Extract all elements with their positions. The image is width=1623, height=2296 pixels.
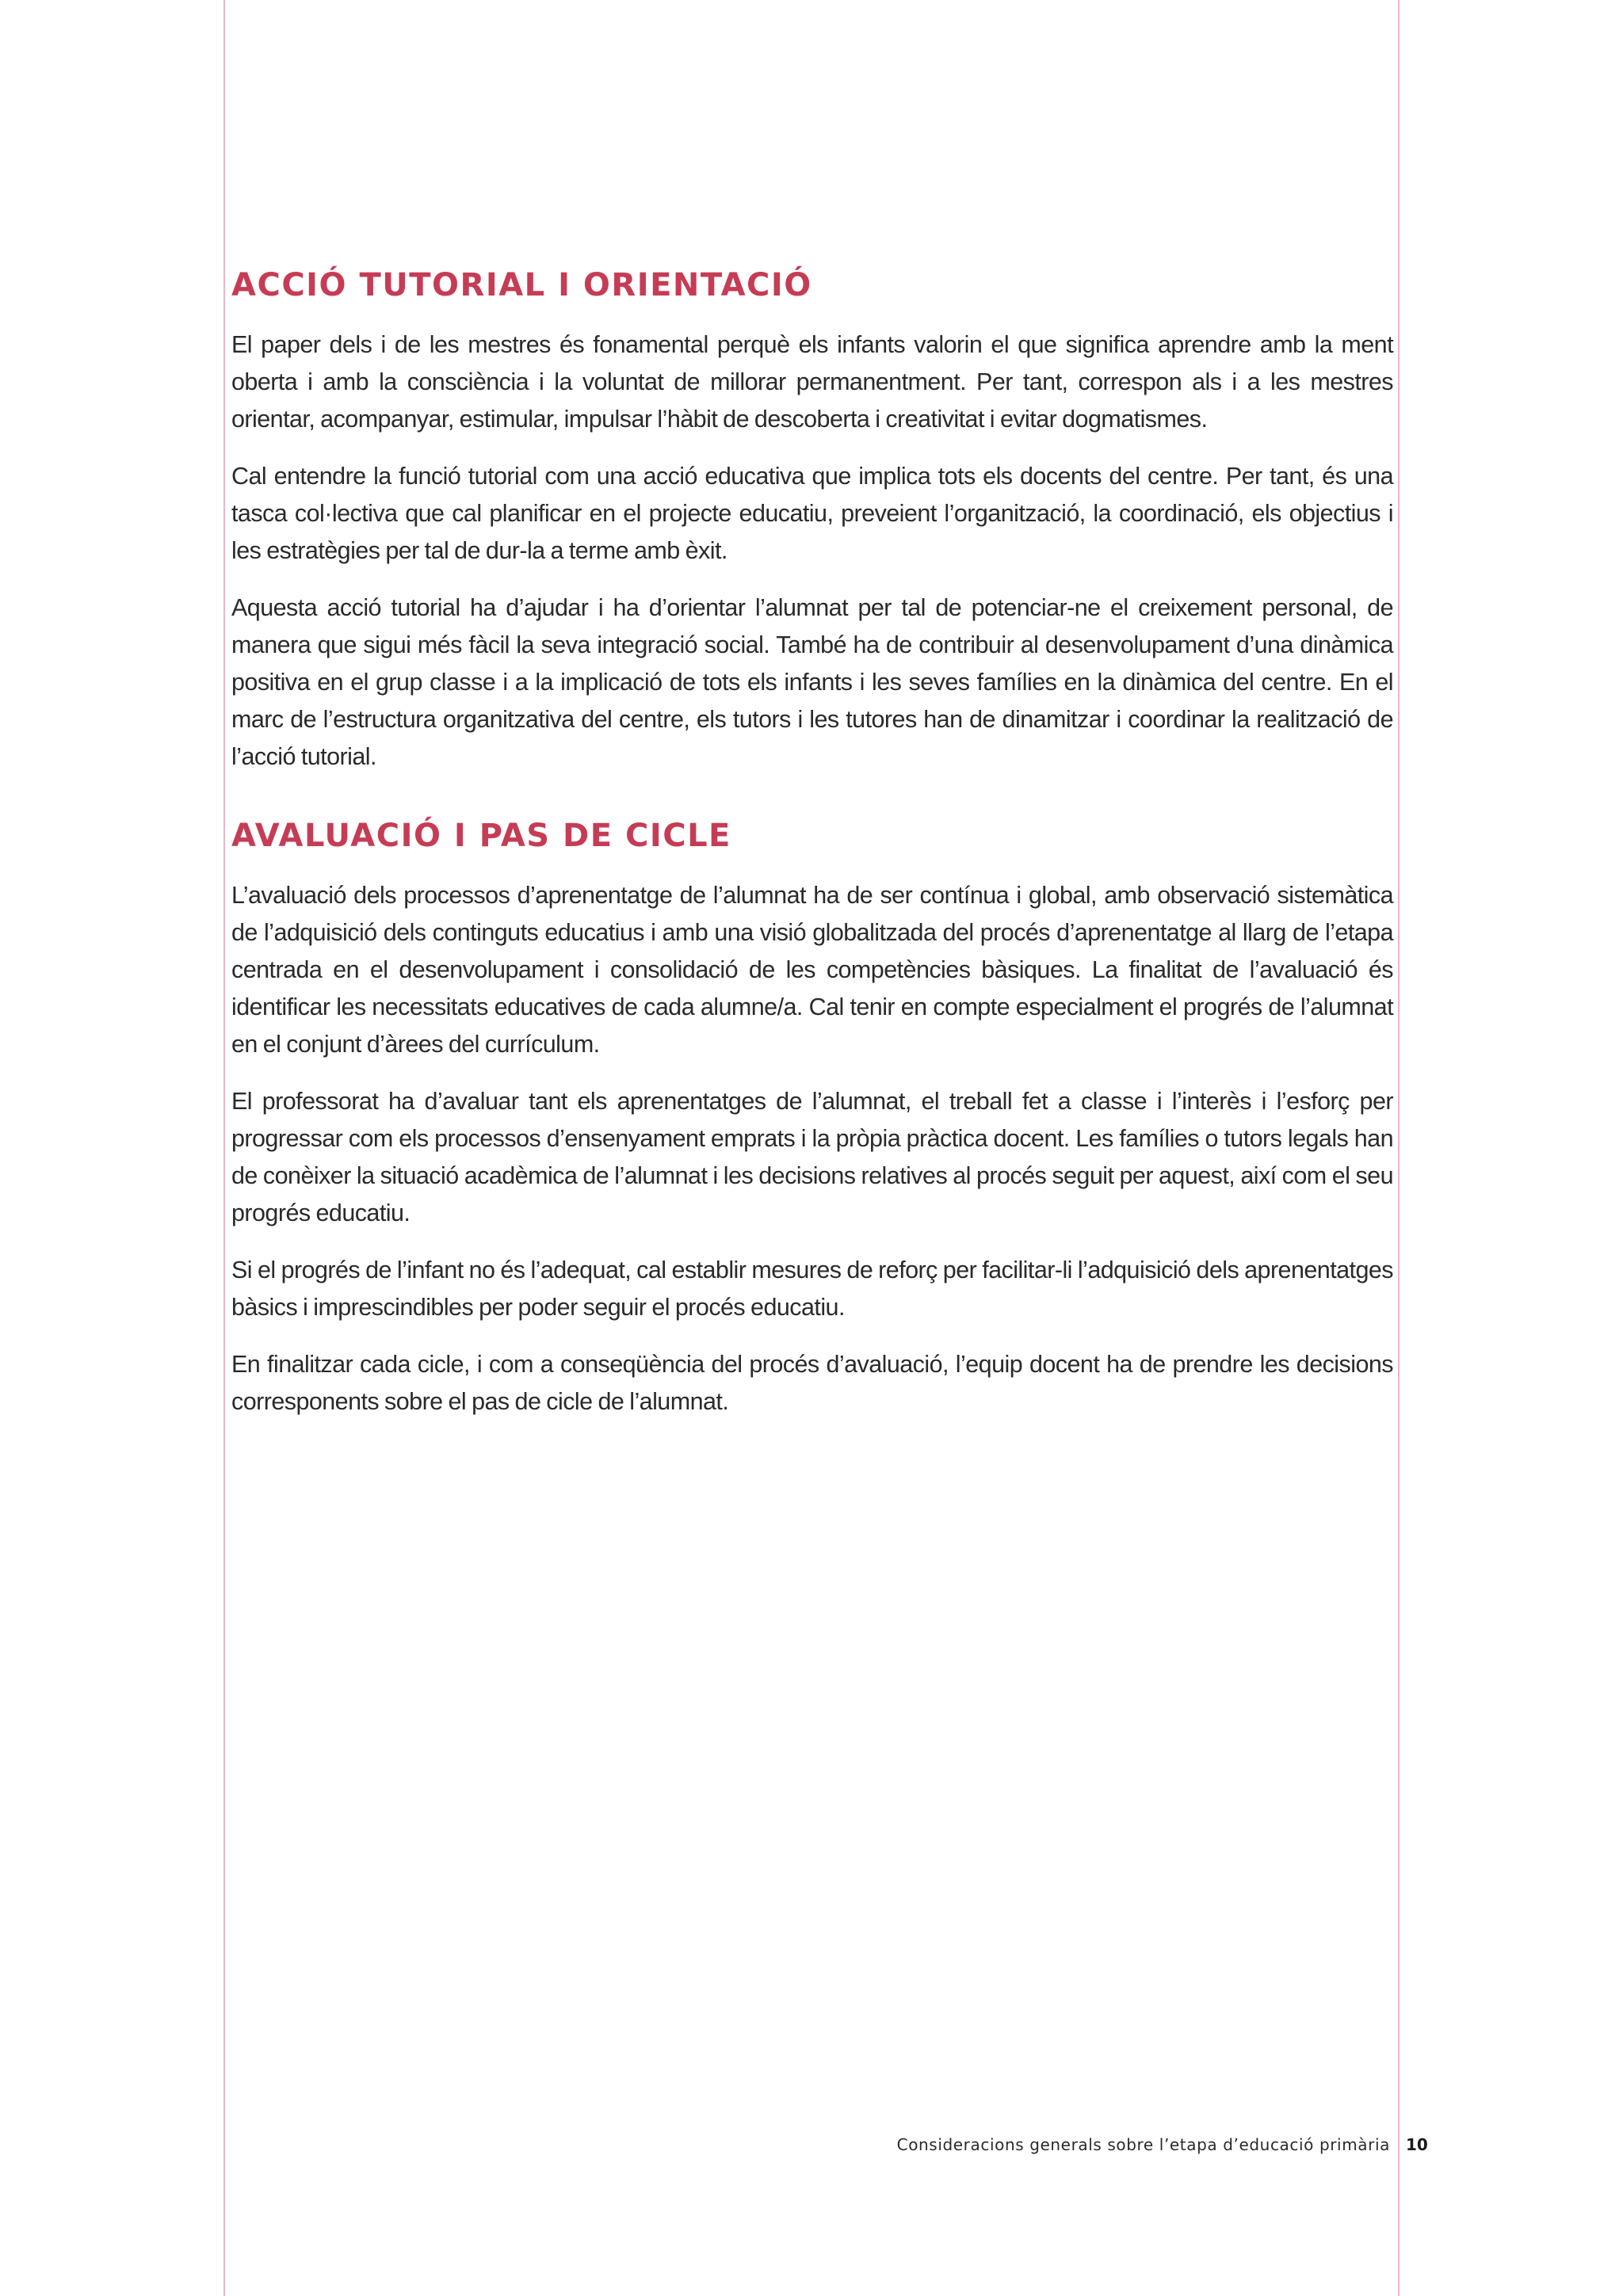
paragraph: Aquesta acció tutorial ha d’ajudar i ha d’orientar l’alumnat per tal de potenciar-ne el creixement personal, de manera que sigui més fàcil la seva integració social. També ha de contribuir al desenvolupament d’una dinàmica positiva en el grup classe i a la implicació de tots els infants i les seves famílies en la dinàmica del centre. En el marc de l’estructura organitzativa del centre, els tutors i les tutores han de dinamitzar i coordinar la realització de l’acció tutorial. [231, 594, 1393, 770]
section-title-accio-tutorial: ACCIÓ TUTORIAL I ORIENTACIÓ [231, 267, 812, 303]
paragraph: Si el progrés de l’infant no és l’adequat, cal establir mesures de reforç per facilitar-li l’adquisició dels aprenentatges bàsics i imprescindibles per poder seguir el procés educatiu. [231, 1257, 1393, 1321]
right-margin-rule [1398, 0, 1400, 2296]
paragraph: El paper dels i de les mestres és fonamental perquè els infants valorin el que significa aprendre amb la ment oberta i amb la consciència i la voluntat de millorar permanentment. Per tant, correspon als i a les mestres orientar, acompanyar, estimular, impulsar l’hàbit de descoberta i creativitat i evitar dogmatismes. [231, 331, 1393, 433]
left-margin-rule [223, 0, 225, 2296]
page-number: 10 [1406, 2135, 1428, 2154]
paragraph: Cal entendre la funció tutorial com una acció educativa que implica tots els docents del centre. Per tant, és una tasca col·lectiva que cal planificar en el projecte educatiu, preveient l’organització, la coordinació, els objectius i les estratègies per tal de dur-la a terme amb èxit. [231, 463, 1393, 564]
paragraph: El professorat ha d’avaluar tant els aprenentatges de l’alumnat, el treball fet a classe i l’interès i l’esforç per progressar com els processos d’ensenyament emprats i la pròpia pràctica docent. Les famílies o tutors legals han de conèixer la situació acadèmica de l’alumnat i les decisions relatives al procés seguit per aquest, així com el seu progrés educatiu. [231, 1088, 1393, 1226]
paragraph: En finalitzar cada cicle, i com a conseqüència del procés d’avaluació, l’equip docent ha de prendre les decisions corresponents sobre el pas de cicle de l’alumnat. [231, 1351, 1393, 1415]
page-content [231, 261, 1393, 1440]
running-footer: Consideracions generals sobre l’etapa d’educació primària [896, 2135, 1390, 2154]
paragraph: L’avaluació dels processos d’aprenentatge de l’alumnat ha de ser contínua i global, amb observació sistemàtica de l’adquisició dels continguts educatius i amb una visió globalitzada del procés d’aprenentatge al llarg de l’etapa centrada en el desenvolupament i consolidació de les competències bàsiques. La finalitat de l’avaluació és identificar les necessitats educatives de cada alumne/a. Cal tenir en compte especialment el progrés de l’alumnat en el conjunt d’àrees del currículum. [231, 882, 1393, 1058]
section-title-avaluacio: AVALUACIÓ I PAS DE CICLE [231, 818, 731, 854]
